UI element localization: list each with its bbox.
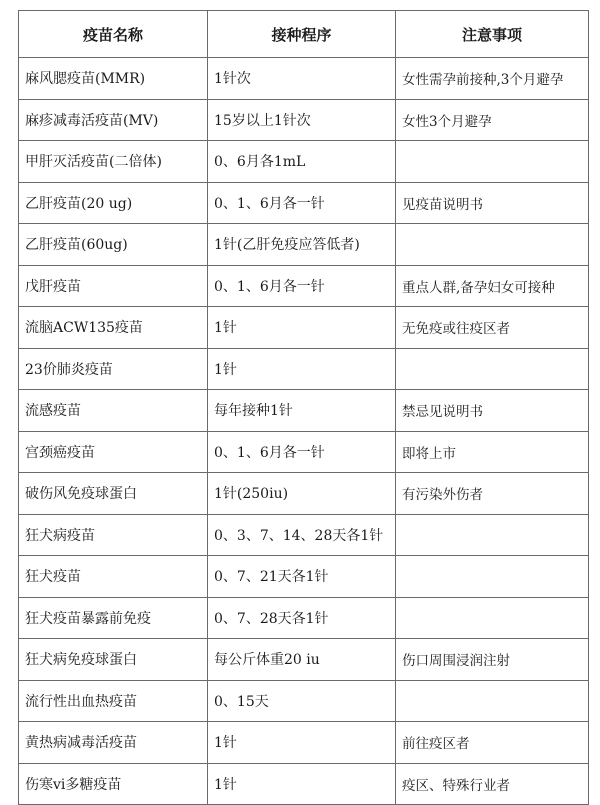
- notes-cell: [396, 597, 589, 639]
- table-row: [19, 141, 589, 183]
- vaccine-name-cell: 麻疹减毒活疫苗(MV): [19, 99, 208, 141]
- vaccine-name-cell: 流感疫苗: [19, 390, 208, 432]
- schedule-cell: 0、7、21天各1针: [208, 556, 396, 598]
- schedule-cell: 1针次: [208, 58, 396, 100]
- table-row: [19, 348, 589, 390]
- schedule-cell: 0、3、7、14、28天各1针: [208, 514, 396, 556]
- vaccine-name-cell: 乙肝疫苗(20 ug): [19, 182, 208, 224]
- header-schedule: 接种程序: [208, 11, 396, 58]
- notes-cell: 女性3个月避孕: [396, 99, 589, 141]
- table-row: [19, 763, 589, 805]
- schedule-cell: 0、15天: [208, 680, 396, 722]
- schedule-cell: 1针: [208, 763, 396, 805]
- notes-cell: 禁忌见说明书: [396, 390, 589, 432]
- vaccine-name-cell: 乙肝疫苗(60ug): [19, 224, 208, 266]
- notes-cell: 即将上市: [396, 431, 589, 473]
- vaccine-table-container: [18, 10, 588, 805]
- schedule-cell: 1针(250iu): [208, 473, 396, 515]
- schedule-cell: 0、1、6月各一针: [208, 182, 396, 224]
- table-row: [19, 597, 589, 639]
- table-row: [19, 99, 589, 141]
- schedule-cell: 0、7、28天各1针: [208, 597, 396, 639]
- table-row: [19, 722, 589, 764]
- vaccine-name-cell: 狂犬病免疫球蛋白: [19, 639, 208, 681]
- vaccine-name-cell: 狂犬疫苗暴露前免疫: [19, 597, 208, 639]
- table-row: [19, 473, 589, 515]
- header-notes: 注意事项: [396, 11, 589, 58]
- notes-cell: 重点人群,备孕妇女可接种: [396, 265, 589, 307]
- vaccine-name-cell: 黄热病减毒活疫苗: [19, 722, 208, 764]
- vaccine-name-cell: 伤寒vi多糖疫苗: [19, 763, 208, 805]
- vaccine-name-cell: 狂犬疫苗: [19, 556, 208, 598]
- notes-cell: 女性需孕前接种,3个月避孕: [396, 58, 589, 100]
- schedule-cell: 15岁以上1针次: [208, 99, 396, 141]
- notes-cell: [396, 348, 589, 390]
- schedule-cell: 1针: [208, 722, 396, 764]
- vaccine-name-cell: 宫颈癌疫苗: [19, 431, 208, 473]
- notes-cell: [396, 680, 589, 722]
- notes-cell: 前往疫区者: [396, 722, 589, 764]
- table-row: [19, 58, 589, 100]
- notes-cell: 无免疫或往疫区者: [396, 307, 589, 349]
- notes-cell: 见疫苗说明书: [396, 182, 589, 224]
- schedule-cell: 0、1、6月各一针: [208, 265, 396, 307]
- schedule-cell: 每年接种1针: [208, 390, 396, 432]
- table-row: [19, 182, 589, 224]
- vaccine-schedule-table: [18, 10, 589, 805]
- table-row: [19, 390, 589, 432]
- table-header-row: [19, 11, 589, 58]
- schedule-cell: 1针: [208, 348, 396, 390]
- vaccine-name-cell: 狂犬病疫苗: [19, 514, 208, 556]
- table-row: [19, 680, 589, 722]
- schedule-cell: 1针(乙肝免疫应答低者): [208, 224, 396, 266]
- notes-cell: [396, 514, 589, 556]
- table-row: [19, 556, 589, 598]
- notes-cell: [396, 141, 589, 183]
- schedule-cell: 0、1、6月各一针: [208, 431, 396, 473]
- notes-cell: 疫区、特殊行业者: [396, 763, 589, 805]
- vaccine-name-cell: 戊肝疫苗: [19, 265, 208, 307]
- table-row: [19, 431, 589, 473]
- table-row: [19, 514, 589, 556]
- table-row: [19, 224, 589, 266]
- table-row: [19, 639, 589, 681]
- vaccine-name-cell: 23价肺炎疫苗: [19, 348, 208, 390]
- notes-cell: 有污染外伤者: [396, 473, 589, 515]
- table-row: [19, 307, 589, 349]
- vaccine-name-cell: 流脑ACW135疫苗: [19, 307, 208, 349]
- notes-cell: [396, 556, 589, 598]
- vaccine-name-cell: 破伤风免疫球蛋白: [19, 473, 208, 515]
- vaccine-name-cell: 甲肝灭活疫苗(二倍体): [19, 141, 208, 183]
- schedule-cell: 1针: [208, 307, 396, 349]
- header-vaccine-name: 疫苗名称: [19, 11, 208, 58]
- vaccine-name-cell: 流行性出血热疫苗: [19, 680, 208, 722]
- notes-cell: 伤口周围浸润注射: [396, 639, 589, 681]
- table-row: [19, 265, 589, 307]
- schedule-cell: 每公斤体重20 iu: [208, 639, 396, 681]
- notes-cell: [396, 224, 589, 266]
- vaccine-name-cell: 麻风腮疫苗(MMR): [19, 58, 208, 100]
- schedule-cell: 0、6月各1mL: [208, 141, 396, 183]
